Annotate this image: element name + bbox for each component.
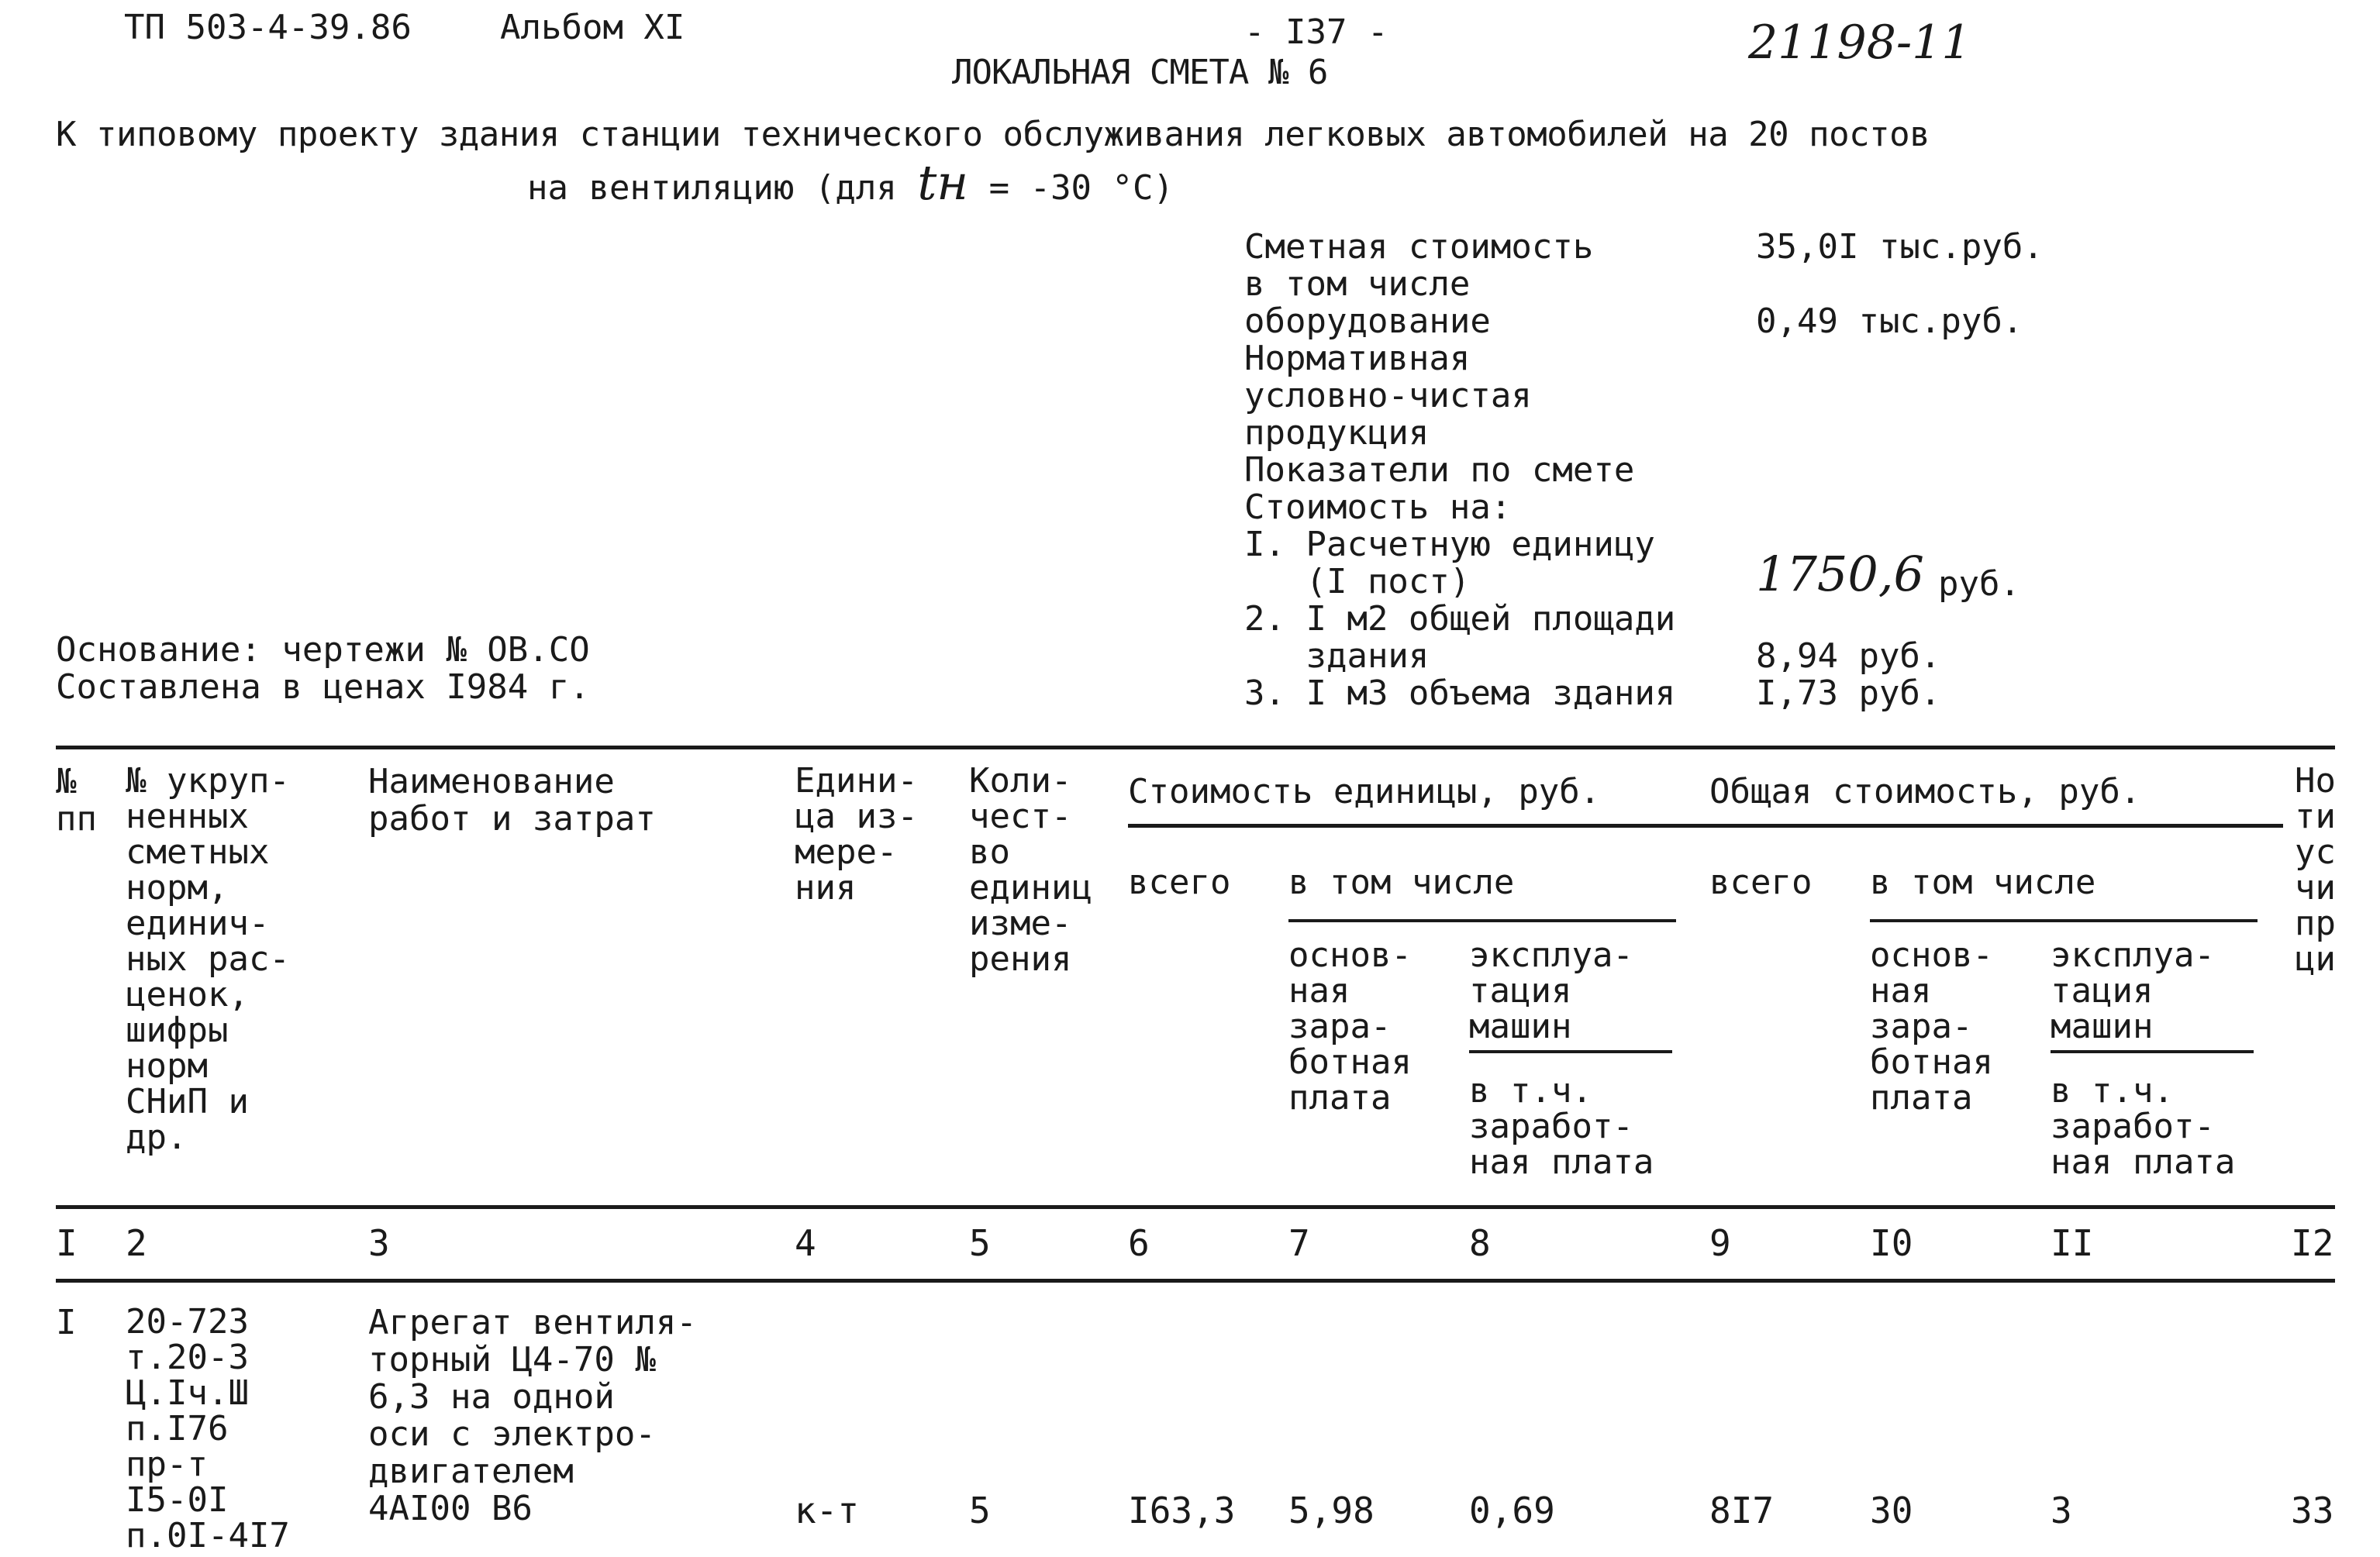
table-row-1-note: 33 [2291,1490,2334,1531]
table-row-1-unit: к-т [795,1490,860,1531]
estimate-title: ЛОКАЛЬНАЯ СМЕТА № 6 [952,53,1328,92]
col-number-9: 9 [1709,1222,1731,1264]
indicator-2-label: 2. I м2 общей площади здания [1244,599,1676,676]
subtitle-suffix: = -30 °С) [988,168,1174,208]
indicator-2-value: 8,94 руб. [1756,636,1941,676]
header-unit-including: в том числе [1288,863,1515,902]
header-unit-machine-wage: в т.ч. заработ- ная плата [1469,1071,1654,1182]
header-bottom-rule [56,1205,2335,1209]
estimate-cost-label: Сметная стоимость [1244,227,1594,267]
header-unit-machine-op: эксплуа- тация машин [1469,935,1633,1046]
including-label: в том числе [1244,264,1471,304]
indicator-1-unit: руб. [1938,564,2020,604]
page-number: - I37 - [1244,12,1388,52]
equipment-label: оборудование [1244,301,1491,341]
header-work-name: Наименование работ и затрат [368,762,656,839]
unit-machine-rule [1469,1050,1672,1053]
col-number-7: 7 [1288,1222,1310,1264]
header-unit-base-wage: основ- ная зара- ботная плата [1288,935,1412,1118]
temperature-symbol: tн [917,154,969,211]
header-total-machine-op: эксплуа- тация машин [2051,935,2215,1046]
column-numbers-rule [56,1279,2335,1283]
estimate-subtitle-line1: К типовому проекту здания станции технического обслуживания легковых автомобилей на 20 постов [56,115,1930,154]
equipment-value: 0,49 тыс.руб. [1756,301,2023,341]
col-number-11: II [2051,1222,2094,1264]
project-code: ТП 503-4-39.86 [124,8,412,47]
indicator-1-label: I. Расчетную единицу (I пост) [1244,525,1655,601]
header-unit: Едини- ца из- мере- ния [795,761,918,908]
table-row-1-work-name: Агрегат вентиля- торный Ц4-70 № 6,3 на одной оси с электро- двигателем 4AI00 B6 [368,1303,697,1528]
table-row-1-total-machine: 3 [2051,1490,2072,1531]
col-number-8: 8 [1469,1222,1491,1264]
header-note: Но ти ус чи пр ци [2295,761,2336,979]
col-number-10: I0 [1870,1222,1913,1264]
col-number-5: 5 [969,1222,991,1264]
indicator-1-value: 1750,6 [1756,546,1924,602]
header-unit-total: всего [1128,863,1231,902]
basis-line-prices: Составлена в ценах I984 г. [56,667,590,707]
header-total-base-wage: основ- ная зара- ботная плата [1870,935,1993,1118]
cost-group-rule [1128,824,2283,828]
header-total-machine-wage: в т.ч. заработ- ная плата [2051,1071,2236,1182]
normative-product-label: Нормативная условно-чистая продукция [1244,339,1532,453]
estimate-cost-value: 35,0I тыс.руб. [1756,227,2044,267]
table-row-1-quantity: 5 [969,1490,991,1531]
table-row-1-number: I [56,1303,77,1342]
indicator-3-label: 3. I м3 объема здания [1244,673,1676,713]
col-number-3: 3 [368,1222,390,1264]
album-label: Альбом XI [500,8,685,47]
header-total-total: всего [1709,863,1813,902]
table-row-1-unit-wage: 5,98 [1288,1490,1375,1531]
indicators-label: Показатели по смете [1244,450,1635,490]
header-quantity: Коли- чест- во единиц изме- рения [969,761,1092,979]
col-number-12: I2 [2291,1222,2334,1264]
header-unit-cost-group: Стоимость единицы, руб. [1128,772,1601,811]
table-top-rule [56,746,2335,749]
table-row-1-unit-machine: 0,69 [1469,1490,1555,1531]
table-row-1-total-wage: 30 [1870,1490,1913,1531]
header-norm-code: № укруп- ненных сметных норм, единич- ных рас- ценок, шифры норм СНиП и др. [126,761,290,1157]
table-row-1-norm-code: 20-723 т.20-3 Ц.Iч.Ш п.I76 пр-т I5-0I п.0I-4I7 [126,1302,290,1555]
col-number-2: 2 [126,1222,147,1264]
basis-line-drawings: Основание: чертежи № ОВ.СО [56,630,590,670]
handwritten-document-number: 21198-11 [1748,16,1971,70]
col-number-1: I [56,1222,78,1264]
unit-subgroup-rule [1288,919,1676,922]
col-number-4: 4 [795,1222,816,1264]
table-row-1-unit-total: I63,3 [1128,1490,1236,1531]
header-total-including: в том числе [1870,863,2096,902]
header-total-cost-group: Общая стоимость, руб. [1709,772,2141,811]
total-machine-rule [2051,1050,2254,1053]
header-row-number: № пп [56,762,97,839]
indicator-3-value: I,73 руб. [1756,673,1941,713]
subtitle-prefix: на вентиляцию (для [527,168,897,208]
estimate-subtitle-line2 [527,154,1174,211]
col-number-6: 6 [1128,1222,1150,1264]
table-row-1-total: 8I7 [1709,1490,1775,1531]
cost-per-label: Стоимость на: [1244,487,1512,527]
total-subgroup-rule [1870,919,2258,922]
